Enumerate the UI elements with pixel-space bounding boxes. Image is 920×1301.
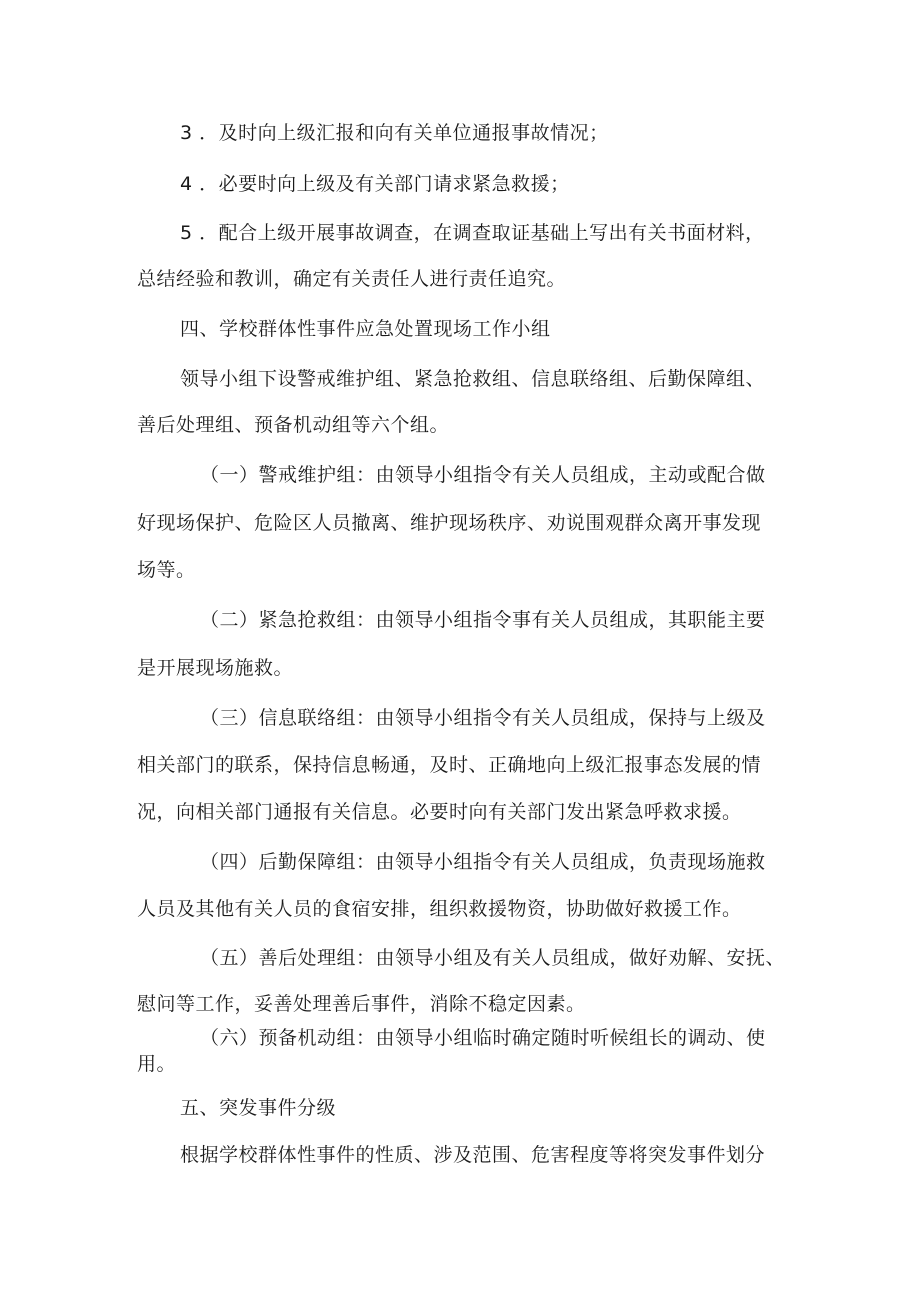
section-4-title: 四、学校群体性事件应急处置现场工作小组 bbox=[180, 318, 551, 340]
group-2-line-1: （二）紧急抢救组：由领导小组指令事有关人员组成，其职能主要 bbox=[200, 609, 766, 631]
section-5-text: 根据学校群体性事件的性质、涉及范围、危害程度等将突发事件划分 bbox=[180, 1144, 766, 1166]
item-5-line-1: 5 ．配合上级开展事故调查，在调查取证基础上写出有关书面材料， bbox=[180, 222, 765, 244]
section-4-intro-line-1: 领导小组下设警戒维护组、紧急抢救组、信息联络组、后勤保障组、 bbox=[180, 368, 766, 390]
group-3-line-2: 相关部门的联系，保持信息畅通，及时、正确地向上级汇报事态发展的情 bbox=[137, 754, 762, 776]
section-5-title: 五、突发事件分级 bbox=[180, 1097, 337, 1119]
group-2-line-2: 是开展现场施救。 bbox=[137, 657, 294, 679]
item-4: 4 ．必要时向上级及有关部门请求紧急救援； bbox=[180, 173, 570, 195]
group-3-line-1: （三）信息联络组：由领导小组指令有关人员组成，保持与上级及 bbox=[200, 707, 766, 729]
group-4-line-1: （四）后勤保障组：由领导小组指令有关人员组成，负责现场施救 bbox=[200, 851, 766, 873]
group-1-line-2: 好现场保护、危险区人员撤离、维护现场秩序、劝说围观群众离开事发现 bbox=[137, 512, 762, 534]
group-4-line-2: 人员及其他有关人员的食宿安排，组织救援物资，协助做好救援工作。 bbox=[137, 898, 742, 920]
group-6-line-1: （六）预备机动组：由领导小组临时确定随时听候组长的调动、使 bbox=[200, 1027, 766, 1049]
group-5-line-1: （五）善后处理组：由领导小组及有关人员组成，做好劝解、安抚、 bbox=[200, 947, 786, 969]
section-4-intro-line-2: 善后处理组、预备机动组等六个组。 bbox=[137, 414, 450, 436]
group-5-line-2: 慰问等工作，妥善处理善后事件，消除不稳定因素。 bbox=[137, 993, 586, 1015]
group-3-line-3: 况，向相关部门通报有关信息。必要时向有关部门发出紧急呼救求援。 bbox=[137, 801, 742, 823]
item-5-line-2: 总结经验和教训，确定有关责任人进行责任追究。 bbox=[137, 268, 567, 290]
group-1-line-1: （一）警戒维护组：由领导小组指令有关人员组成，主动或配合做 bbox=[200, 464, 766, 486]
group-1-line-3: 场等。 bbox=[137, 559, 196, 581]
group-6-line-2: 用。 bbox=[137, 1053, 177, 1075]
item-3: 3 ．及时向上级汇报和向有关单位通报事故情况； bbox=[180, 122, 609, 144]
